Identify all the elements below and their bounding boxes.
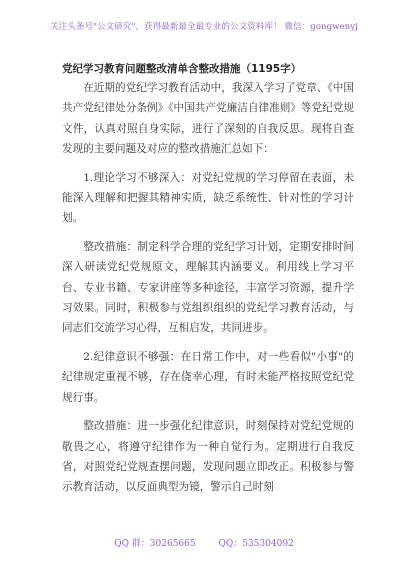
paragraph-intro: 在近期的党纪学习教育活动中，我深入学习了党章、《中国共产党纪律处分条例》《中国共产党廉洁自律准则》等党纪党规文件，认真对照自身实际，进行了深刻的自我反思。现将自查发现的主要问题及对应的整改措施汇总如下： xyxy=(62,82,354,156)
paragraph-issue-2: 2.纪律意识不够强：在日常工作中，对一些看似"小事"的纪律规定重视不够，存在侥幸心理，有时未能严格按照党纪党规行事。 xyxy=(62,350,354,404)
paragraph-measure-2: 整改措施：进一步强化纪律意识，时刻保持对党纪党规的敬畏之心，将遵守纪律作为一种自觉行为。定期进行自我反省，对照党纪党规查摆问题，发现问题立即改正。积极参与警示教育活动，以反面典型为镜，警示自己时刻 xyxy=(62,420,354,494)
qq-group-number: QQ 群：30265665 xyxy=(114,539,196,549)
qq-number: QQ：535304092 xyxy=(218,539,294,549)
paragraph-measure-1: 整改措施：制定科学合理的党纪学习计划，定期安排时间深入研读党纪党规原文，理解其内涵要义。利用线上学习平台、专业书籍、专家讲座等多种途径，丰富学习资源，提升学习效果。同时，积极参与党组织组织的党纪学习教育活动，与同志们交流学习心得，互相启发，共同进步。 xyxy=(62,240,354,335)
document-title: 党纪学习教育问题整改清单含整改措施（1195字） xyxy=(62,63,302,75)
contact-footer xyxy=(0,536,408,549)
document-body xyxy=(62,78,354,506)
promo-header: 关注头条号"公文研究"，获得最新最全最专业的公文资料库！ 微信：gongwenyj xyxy=(50,22,358,32)
paragraph-issue-1: 1.理论学习不够深入：对党纪党规的学习停留在表面，未能深入理解和把握其精神实质，缺乏系统性、针对性的学习计划。 xyxy=(62,171,354,225)
